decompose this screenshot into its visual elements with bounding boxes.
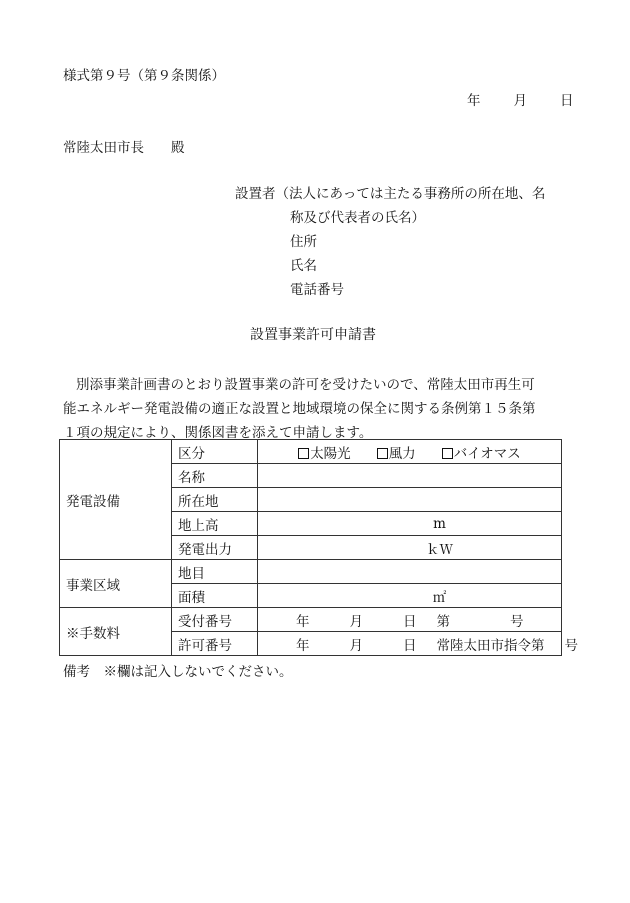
location-field[interactable] — [258, 488, 562, 512]
location-label: 所在地 — [172, 488, 258, 512]
checkbox-solar[interactable] — [298, 448, 309, 459]
permit-field[interactable] — [258, 632, 578, 656]
receipt-day: 日 — [403, 613, 417, 630]
land-label: 地目 — [172, 560, 258, 584]
permit-no-prefix: 常陸太田市指令第 — [436, 637, 545, 654]
height-label: 地上高 — [172, 512, 258, 536]
fee-group-label: ※手数料 — [60, 608, 172, 656]
output-label: 発電出力 — [172, 536, 258, 560]
checkbox-wind[interactable] — [377, 448, 388, 459]
receipt-no-suffix: 号 — [510, 613, 524, 630]
size-unit: ㎡ — [432, 589, 447, 606]
permit-year: 年 — [296, 637, 310, 654]
permit-month: 月 — [349, 637, 363, 654]
table-row — [60, 608, 562, 632]
date-year: 年 — [467, 93, 481, 109]
receipt-label: 受付番号 — [172, 608, 258, 632]
date-line — [467, 89, 574, 109]
category-label: 区分 — [172, 440, 258, 464]
body-line: １項の規定により、関係図書を添えて申請します。 — [63, 425, 373, 441]
permit-no-suffix: 号 — [564, 637, 578, 654]
address-label: 住所 — [290, 234, 317, 250]
category-options — [258, 440, 562, 464]
application-table — [59, 439, 578, 656]
date-month: 月 — [513, 93, 527, 109]
height-unit: m — [433, 515, 446, 532]
size-label: 面積 — [172, 584, 258, 608]
phone-label: 電話番号 — [290, 282, 344, 298]
facility-name-label: 名称 — [172, 464, 258, 488]
option-biomass: バイオマス — [453, 445, 521, 462]
applicant-line1: 設置者（法人にあっては主たる事務所の所在地、名 — [235, 186, 546, 202]
land-field[interactable] — [258, 560, 562, 584]
body-line: 能エネルギー発電設備の適正な設置と地域環境の保全に関する条例第１５条第 — [63, 401, 536, 417]
date-day: 日 — [560, 93, 574, 109]
option-wind: 風力 — [388, 445, 416, 462]
facility-name-field[interactable] — [258, 464, 562, 488]
applicant-line2: 称及び代表者の氏名） — [290, 210, 425, 226]
applicant-block — [235, 182, 545, 302]
name-label: 氏名 — [290, 258, 317, 274]
body-line: 別添事業計画書のとおり設置事業の許可を受けたいので、常陸太田市再生可 — [76, 377, 535, 393]
receipt-month: 月 — [349, 613, 363, 630]
form-number: 様式第９号（第９条関係） — [63, 68, 225, 84]
body-text — [63, 373, 563, 445]
output-unit: ｋＷ — [426, 541, 453, 558]
addressee: 常陸太田市長 殿 — [63, 140, 185, 156]
table-row — [60, 440, 562, 464]
facility-group-label: 発電設備 — [60, 440, 172, 560]
permit-day: 日 — [403, 637, 417, 654]
document-title: 設置事業許可申請書 — [250, 327, 376, 343]
area-group-label: 事業区域 — [60, 560, 172, 608]
checkbox-biomass[interactable] — [442, 448, 453, 459]
receipt-no-prefix: 第 — [436, 613, 450, 630]
output-field[interactable] — [258, 536, 562, 560]
remarks: 備考 ※欄は記入しないでください。 — [63, 664, 293, 680]
option-solar: 太陽光 — [310, 445, 351, 462]
table-row — [60, 560, 562, 584]
permit-label: 許可番号 — [172, 632, 258, 656]
receipt-year: 年 — [296, 613, 310, 630]
height-field[interactable] — [258, 512, 562, 536]
size-field[interactable] — [258, 584, 562, 608]
receipt-field[interactable] — [258, 608, 562, 632]
